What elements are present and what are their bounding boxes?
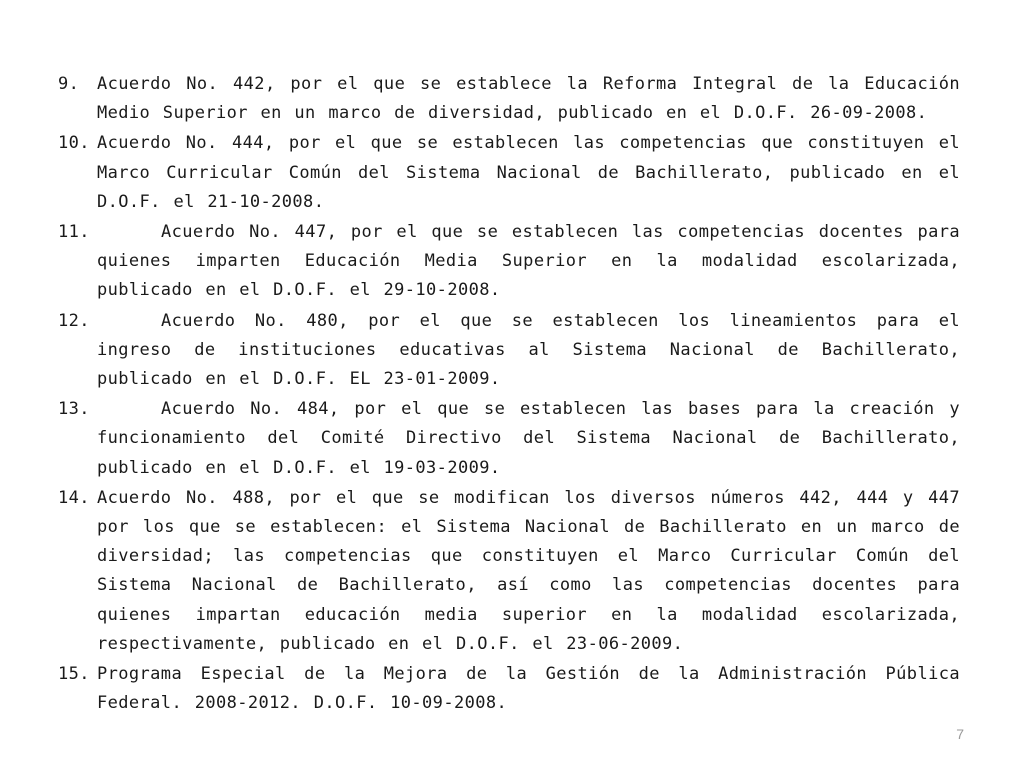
reference-list xyxy=(58,70,960,719)
reference-text: Acuerdo No. 447, por el que se establecen las competencias docentes para quienes imparten Educación Media Superior en la modalidad escolarizada, publicado en el D.O.F. el 29-10-2008. xyxy=(97,222,960,301)
reference-item xyxy=(58,307,960,395)
reference-item xyxy=(58,218,960,306)
reference-number: 12. xyxy=(58,310,90,331)
reference-number: 10. xyxy=(58,133,90,154)
reference-text: Acuerdo No. 488, por el que se modifican los diversos números 442, 444 y 447 por los que se establecen: el Sistema Nacional de Bachillerato en un marco de diversidad; las competencias que constituyen el Marco Curricular Común del Sistema Nacional de Bachillerato, así como las competencias docentes para quienes impartan educación media superior en la modalidad escolarizada, respectivamente, publicado en el D.O.F. el 23-06-2009. xyxy=(97,487,960,654)
reference-item xyxy=(58,70,960,128)
reference-number: 15. xyxy=(58,664,90,685)
reference-item xyxy=(58,395,960,483)
reference-number: 11. xyxy=(58,222,90,243)
reference-number: 14. xyxy=(58,487,90,508)
reference-number: 9. xyxy=(58,74,80,94)
reference-number: 13. xyxy=(58,399,90,420)
reference-text: Programa Especial de la Mejora de la Gestión de la Administración Pública Federal. 2008-2012. D.O.F. 10-09-2008. xyxy=(97,664,960,714)
reference-text: Acuerdo No. 442, por el que se establece la Reforma Integral de la Educación Medio Superior en un marco de diversidad, publicado en el D.O.F. 26-09-2008. xyxy=(97,74,960,124)
reference-item xyxy=(58,484,960,659)
reference-text: Acuerdo No. 480, por el que se establecen los lineamientos para el ingreso de instituciones educativas al Sistema Nacional de Bachillerato, publicado en el D.O.F. EL 23-01-2009. xyxy=(97,310,960,390)
reference-text: Acuerdo No. 484, por el que se establecen las bases para la creación y funcionamiento del Comité Directivo del Sistema Nacional de Bachillerato, publicado en el D.O.F. el 19-03-2009. xyxy=(97,399,960,478)
reference-text: Acuerdo No. 444, por el que se establecen las competencias que constituyen el Marco Curricular Común del Sistema Nacional de Bachillerato, publicado en el D.O.F. el 21-10-2008. xyxy=(97,133,960,212)
reference-item xyxy=(58,660,960,718)
reference-item xyxy=(58,129,960,217)
page-number: 7 xyxy=(956,726,964,742)
